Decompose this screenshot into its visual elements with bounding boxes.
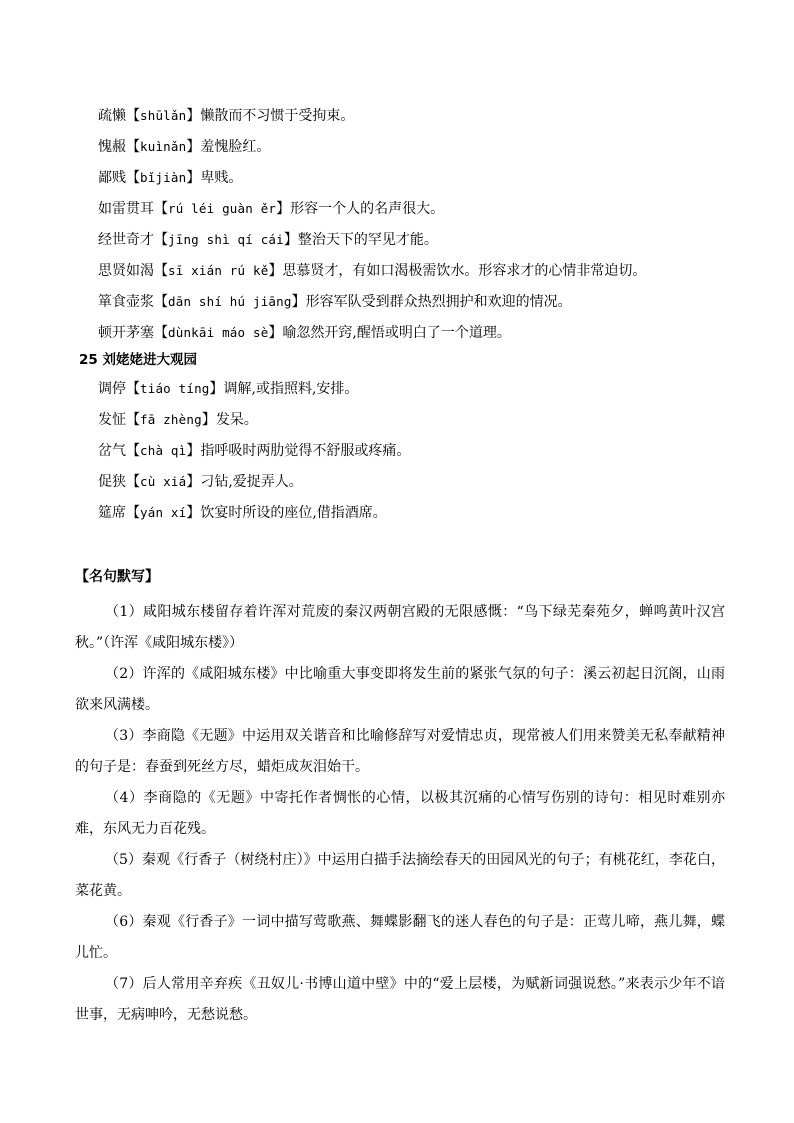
vocab-item: 思贤如渴【sī xián rú kě】思慕贤才，有如口渴极需饮水。形容求才的心情非常迫切。 [98,263,647,279]
vocab-item: 发怔【fā zhèng】发呆。 [98,412,258,428]
vocab-item: 鄙贱【bǐjiàn】卑贱。 [98,170,243,186]
famous-lines-heading: 【名句默写】 [75,569,159,585]
vocab-definition: 整治天下的罕见才能。 [297,232,438,248]
vocab-term: 岔气 [98,443,126,459]
vocab-pinyin: dān shí hú jiāng [168,294,292,309]
vocab-term: 如雷贯耳 [98,201,154,217]
vocab-definition: 形容军队受到群众热烈拥护和欢迎的情况。 [305,294,572,310]
vocab-pinyin: shūlǎn [140,108,187,123]
famous-line-item: （6）秦观《行香子》一词中描写莺歌燕、舞蝶影翻飞的迷人春色的句子是：正莺儿啼，燕儿舞，蝶儿忙。 [75,914,725,961]
vocab-definition: 指呼吸时两肋觉得不舒服或疼痛。 [200,443,411,459]
vocab-definition: 形容一个人的名声很大。 [290,201,445,217]
vocab-item: 箪食壶浆【dān shí hú jiāng】形容军队受到群众热烈拥护和欢迎的情况。 [98,294,572,310]
vocab-term: 疏懒 [98,108,126,124]
vocab-pinyin: rú léi guàn ěr [168,201,277,216]
vocab-item: 岔气【chà qì】指呼吸时两肋觉得不舒服或疼痛。 [98,443,411,459]
famous-line-item: （3）李商隐《无题》中运用双关谐音和比喻修辞写对爱情忠贞，现常被人们用来赞美无私奉献精神的句子是：春蚕到死丝方尽，蜡炬成灰泪始干。 [75,728,725,775]
vocab-term: 调停 [98,381,126,397]
famous-line-item: （5）秦观《行香子（树绕村庄）》中运用白描手法摘绘春天的田园风光的句子；有桃花红，李花白，菜花黄。 [75,852,725,899]
vocab-definition: 思慕贤才，有如口渴极需饮水。形容求才的心情非常迫切。 [282,263,647,279]
vocab-pinyin: kuìnǎn [140,139,187,154]
vocab-pinyin: cù xiá [140,474,187,489]
vocab-item: 愧赧【kuìnǎn】羞愧脸红。 [98,139,271,155]
vocab-definition: 喻忽然开窍,醒悟或明白了一个道理。 [282,325,511,341]
vocab-item: 疏懒【shūlǎn】懒散而不习惯于受拘束。 [98,108,355,124]
vocab-pinyin: dùnkāi máo sè [168,325,269,340]
vocab-definition: 调解,或指照料,安排。 [223,381,359,397]
vocab-definition: 发呆。 [215,412,258,428]
vocab-item: 如雷贯耳【rú léi guàn ěr】形容一个人的名声很大。 [98,201,445,217]
famous-line-item: （2）许浑的《咸阳城东楼》中比喻重大事变即将发生前的紧张气氛的句子：溪云初起日沉阁，山雨欲来风满楼。 [75,666,725,713]
vocab-definition: 刁钻,爱捉弄人。 [200,474,303,490]
famous-line-item: （4）李商隐的《无题》中寄托作者惆怅的心情，以极其沉痛的心情写伤别的诗句：相见时难别亦难，东风无力百花残。 [75,790,725,837]
vocab-pinyin: tiáo tíng [140,381,210,396]
vocab-item: 促狭【cù xiá】刁钻,爱捉弄人。 [98,474,303,490]
vocab-pinyin: yán xí [140,505,187,520]
vocab-pinyin: jīng shì qí cái [168,232,284,247]
vocabulary-list [75,100,738,592]
vocab-term: 箪食壶浆 [98,294,154,310]
vocab-term: 发怔 [98,412,126,428]
vocab-definition: 懒散而不习惯于受拘束。 [200,108,355,124]
famous-line-item: （7）后人常用辛弃疾《丑奴儿·书博山道中壁》中的“爱上层楼，为赋新词强说愁。”来表示少年不谙世事，无病呻吟，无愁说愁。 [75,976,725,1023]
vocab-item: 顿开茅塞【dùnkāi máo sè】喻忽然开窍,醒悟或明白了一个道理。 [98,325,511,341]
vocab-pinyin: fā zhèng [140,412,202,427]
vocab-definition: 饮宴时所设的座位,借指酒席。 [200,505,387,521]
vocab-item: 经世奇才【jīng shì qí cái】整治天下的罕见才能。 [98,232,438,248]
vocab-term: 愧赧 [98,139,126,155]
famous-lines-list [75,597,725,1031]
section-heading: 25 刘姥姥进大观园 [79,352,197,368]
vocab-definition: 卑贱。 [200,170,243,186]
vocab-term: 思贤如渴 [98,263,154,279]
vocab-pinyin: bǐjiàn [140,170,187,185]
vocab-term: 经世奇才 [98,232,154,248]
vocab-item: 筵席【yán xí】饮宴时所设的座位,借指酒席。 [98,505,387,521]
vocab-term: 筵席 [98,505,126,521]
vocab-pinyin: chà qì [140,443,187,458]
vocab-term: 促狭 [98,474,126,490]
vocab-term: 顿开茅塞 [98,325,154,341]
vocab-item: 调停【tiáo tíng】调解,或指照料,安排。 [98,381,359,397]
famous-line-item: （1）咸阳城东楼留存着许浑对荒废的秦汉两朝宫殿的无限感慨：“鸟下绿芜秦苑夕，蝉鸣黄叶汉宫秋。”（许浑《咸阳城东楼》） [75,604,725,651]
vocab-term: 鄙贱 [98,170,126,186]
vocab-definition: 羞愧脸红。 [200,139,271,155]
vocab-pinyin: sī xián rú kě [168,263,269,278]
